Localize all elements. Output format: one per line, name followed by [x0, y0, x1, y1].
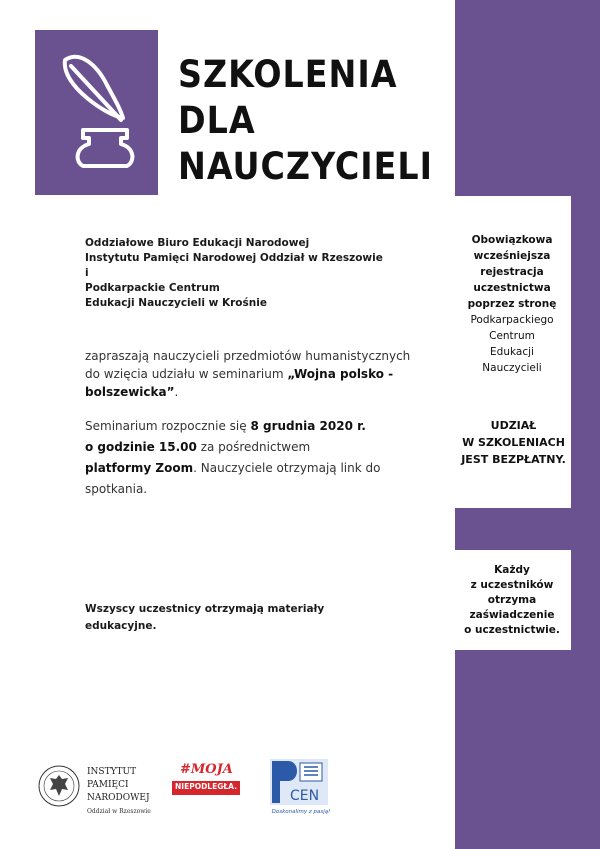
- pcen-logo: [266, 757, 332, 821]
- side-panel-strip: [571, 196, 600, 508]
- materials-note: Wszyscy uczestnicy otrzymają materiały edukacyjne.: [85, 603, 325, 632]
- moja-hashtag: #MOJA: [180, 762, 233, 777]
- pcen-emblem-icon: [266, 757, 332, 807]
- organizer-line-1: Oddziałowe Biuro Edukacji Narodowej: [85, 237, 310, 249]
- certificate-line-1: Każdy: [494, 564, 530, 576]
- invitation-text: [85, 347, 415, 401]
- free-line-3: JEST BEZPŁATNY.: [461, 453, 566, 466]
- side-panel-band: [455, 508, 600, 550]
- registration-line-6: Podkarpackiego: [470, 314, 554, 326]
- ipn-line-2: PAMIĘCI: [87, 780, 129, 790]
- registration-info: [456, 232, 568, 376]
- registration-line-7: Centrum: [489, 330, 535, 342]
- invite-text-2: .: [174, 385, 179, 399]
- seminar-time: o godzinie 15.00: [85, 440, 197, 454]
- seminar-name: „Wojna polsko - bolszewicka”: [85, 367, 394, 399]
- ipn-name: [87, 766, 150, 805]
- organizers: [85, 236, 445, 311]
- certificate-line-4: zaświadczenie: [469, 609, 555, 621]
- eagle-seal-icon: [37, 764, 81, 808]
- registration-line-9: Nauczycieli: [482, 362, 542, 374]
- ipn-line-3: NARODOWEJ: [87, 793, 150, 803]
- seminar-text-3: . Nauczyciele otrzymają link do spotkania.: [85, 461, 381, 496]
- seminar-details: [85, 416, 415, 500]
- registration-line-3: rejestracja: [480, 266, 544, 278]
- seminar-text-2: za pośrednictwem: [196, 440, 311, 454]
- page-title: [178, 52, 433, 190]
- organizer-line-2: Instytutu Pamięci Narodowej Oddział w Rzeszowie: [85, 252, 383, 264]
- pcen-letters: CEN: [290, 788, 320, 804]
- registration-line-5: poprzez stronę: [467, 298, 557, 310]
- certificate-line-5: o uczestnictwie.: [464, 624, 560, 636]
- seminar-date: 8 grudnia 2020 r.: [250, 419, 366, 433]
- organizer-line-4: Podkarpackie Centrum: [85, 282, 220, 294]
- pcen-slogan: Doskonalimy z pasją!: [271, 809, 331, 815]
- seminar-platform: platformy Zoom: [85, 461, 194, 475]
- quill-logo-box: [35, 30, 158, 195]
- ipn-logo: [37, 760, 177, 820]
- quill-ink-icon: [35, 30, 158, 195]
- moja-niepodlegla-logo: [172, 760, 242, 800]
- registration-line-1: Obowiązkowa: [471, 234, 553, 246]
- organizer-line-5: Edukacji Nauczycieli w Krośnie: [85, 297, 267, 309]
- title-line-2: DLA: [178, 99, 256, 142]
- registration-line-2: wcześniejsza: [473, 250, 551, 262]
- invite-text-1: zapraszają nauczycieli przedmiotów humanistycznych do wzięcia udziału w seminarium: [85, 349, 411, 381]
- ipn-subtitle: Oddział w Rzeszowie: [87, 808, 151, 815]
- free-line-1: UDZIAŁ: [490, 419, 537, 432]
- side-panel-bottom: [455, 650, 600, 849]
- ipn-line-1: INSTYTUT: [87, 767, 137, 777]
- moja-text: NIEPODLEGŁA.: [175, 782, 237, 791]
- title-line-1: SZKOLENIA: [178, 53, 398, 96]
- certificate-line-3: otrzyma: [487, 594, 537, 606]
- organizer-line-3: i: [85, 267, 89, 279]
- title-line-3: NAUCZYCIELI: [178, 145, 433, 188]
- side-panel-strip-2: [571, 550, 600, 650]
- certificate-info: [456, 563, 568, 638]
- free-participation: [456, 417, 571, 468]
- side-panel-top: [455, 0, 600, 196]
- registration-line-4: uczestnictwa: [473, 282, 551, 294]
- registration-line-8: Edukacji: [490, 346, 534, 358]
- free-line-2: W SZKOLENIACH: [462, 436, 565, 449]
- certificate-line-2: z uczestników: [470, 579, 554, 591]
- seminar-text-1: Seminarium rozpocznie się: [85, 419, 251, 433]
